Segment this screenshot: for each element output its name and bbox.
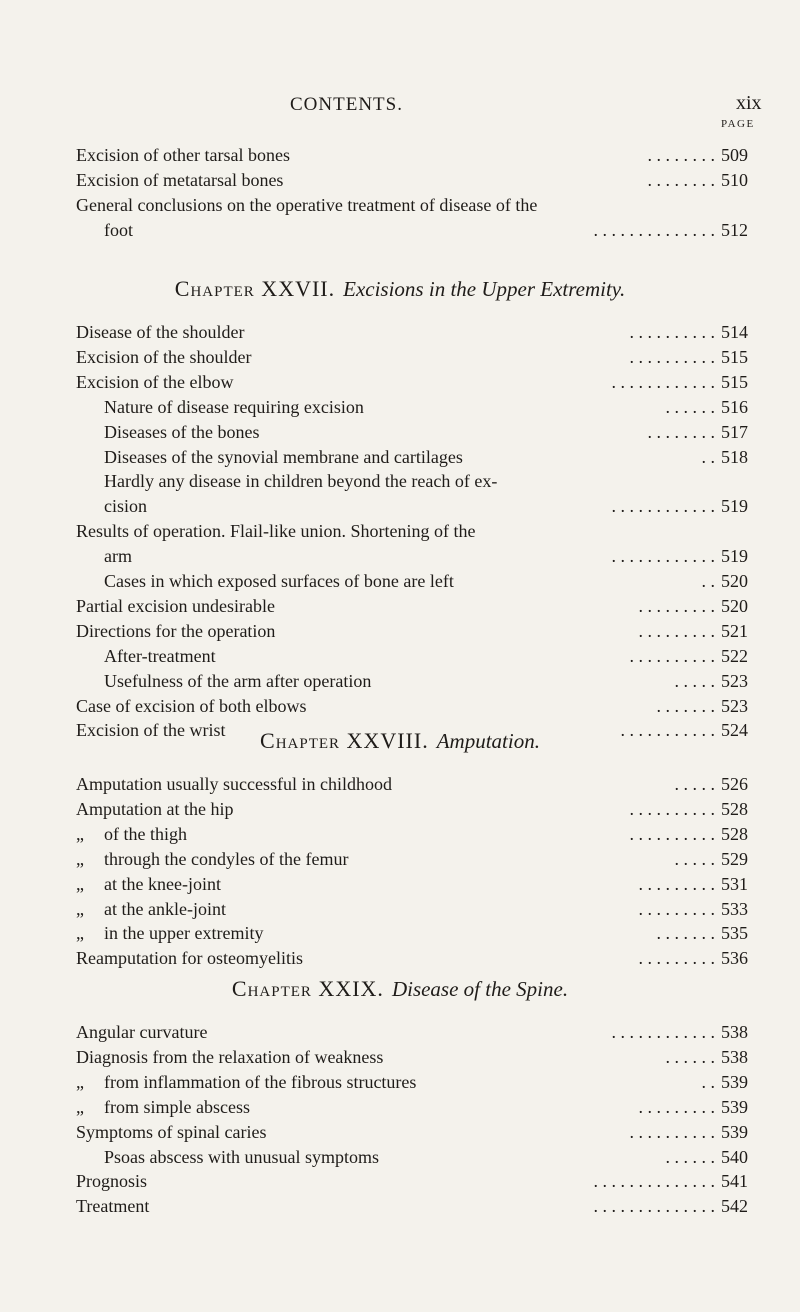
chapter-number: Chapter XXIX. bbox=[231, 976, 384, 1001]
dot-leader: . . . . . . bbox=[665, 1146, 715, 1167]
toc-entry-text: Psoas abscess with unusual symptoms bbox=[104, 1146, 380, 1167]
ditto-mark: „ bbox=[76, 823, 84, 844]
toc-page-number: 529 bbox=[721, 848, 748, 869]
toc-entry-text: Excision of other tarsal bones bbox=[76, 145, 290, 165]
toc-page-number: 522 bbox=[721, 645, 748, 666]
dot-leader: . . . . . . bbox=[665, 1046, 715, 1067]
chapter-title: Amputation. bbox=[436, 729, 540, 753]
toc-entry-text: Diagnosis from the relaxation of weakness bbox=[76, 1046, 384, 1067]
toc-entry-text: Partial excision undesirable bbox=[76, 595, 275, 616]
toc-page-number: 524 bbox=[721, 720, 748, 741]
toc-page-number: 521 bbox=[721, 620, 748, 641]
dot-leader: . . . . . . . . . . . . bbox=[611, 371, 715, 392]
toc-entry bbox=[104, 494, 715, 518]
dot-leader: . . . . . . . . . bbox=[638, 873, 715, 894]
toc-entry bbox=[76, 1095, 715, 1119]
toc-entry bbox=[104, 1145, 715, 1169]
dot-leader: . . . . . . . . . . . bbox=[620, 720, 715, 741]
toc-entry-text: cision bbox=[104, 496, 147, 517]
toc-page-number: 539 bbox=[721, 1071, 748, 1092]
toc-entry-text: Diseases of the bones bbox=[104, 421, 260, 442]
toc-entry bbox=[76, 594, 715, 618]
dot-leader: . . . . . . . bbox=[656, 695, 715, 716]
toc-entry bbox=[76, 345, 715, 369]
dot-leader: . . bbox=[701, 446, 715, 467]
toc-entry-text: Hardly any disease in children beyond the reach of ex- bbox=[104, 471, 498, 492]
dot-leader: . . . . . . . . . . bbox=[629, 645, 715, 666]
toc-page-number: 541 bbox=[721, 1171, 748, 1192]
toc-entry-text: Excision of metatarsal bones bbox=[76, 169, 284, 190]
toc-page-number: 539 bbox=[721, 1096, 748, 1117]
toc-entry-text: Results of operation. Flail-like union. Shortening of the bbox=[76, 521, 476, 542]
toc-entry-text: „ through the condyles of the femur bbox=[76, 848, 349, 869]
dot-leader: . . . . . . . . bbox=[647, 145, 715, 165]
toc-entry bbox=[76, 897, 715, 921]
toc-page-number: 510 bbox=[721, 169, 748, 190]
toc-entry bbox=[76, 370, 715, 394]
dot-leader: . . . . . . . . . . bbox=[629, 346, 715, 367]
toc-page-number: 517 bbox=[721, 421, 748, 442]
dot-leader: . . . . . bbox=[674, 670, 715, 691]
toc-page-number: 515 bbox=[721, 371, 748, 392]
toc-entry bbox=[76, 694, 715, 718]
toc-page-number: 523 bbox=[721, 670, 748, 691]
toc-page-number: 512 bbox=[721, 219, 748, 240]
toc-entry-text: „ from simple abscess bbox=[76, 1096, 250, 1117]
toc-entry-text: „ from inflammation of the fibrous structures bbox=[76, 1071, 417, 1092]
dot-leader: . . . . . . . . . . bbox=[629, 322, 715, 342]
dot-leader: . . . . . . . . . . . . . . bbox=[593, 1171, 715, 1192]
toc-entry-text: „ at the knee-joint bbox=[76, 873, 221, 894]
toc-entry bbox=[76, 872, 715, 896]
toc-entry bbox=[76, 143, 715, 167]
chapter-heading bbox=[0, 976, 800, 1002]
ditto-mark: „ bbox=[76, 848, 84, 869]
toc-entry-text: arm bbox=[104, 546, 132, 567]
dot-leader: . . . . . . . . . bbox=[638, 620, 715, 641]
toc-page-number: 528 bbox=[721, 823, 748, 844]
toc-page-number: 514 bbox=[721, 322, 748, 342]
toc-entry bbox=[104, 569, 715, 593]
toc-page-number: 516 bbox=[721, 396, 748, 417]
toc-entry-text: Amputation usually successful in childhood bbox=[76, 774, 392, 794]
toc-entry bbox=[76, 1169, 715, 1193]
toc-entry-text: After-treatment bbox=[104, 645, 216, 666]
toc-entry-text: General conclusions on the operative treatment of disease of the bbox=[76, 194, 538, 215]
toc-page-number: 518 bbox=[721, 446, 748, 467]
toc-entry-text: „ at the ankle-joint bbox=[76, 898, 226, 919]
toc-entry bbox=[76, 193, 715, 217]
toc-page-number: 526 bbox=[721, 774, 748, 794]
chapter-heading bbox=[0, 728, 800, 754]
toc-entry-text: Angular curvature bbox=[76, 1022, 208, 1042]
dot-leader: . . . . . . . . . . . . . . bbox=[593, 1196, 715, 1217]
toc-entry bbox=[76, 320, 715, 344]
toc-entry-text: Directions for the operation bbox=[76, 620, 276, 641]
toc-entry-text: Usefulness of the arm after operation bbox=[104, 670, 372, 691]
toc-entry-text: Nature of disease requiring excision bbox=[104, 396, 364, 417]
toc-entry bbox=[104, 420, 715, 444]
toc-entry bbox=[76, 1070, 715, 1094]
toc-page-number: 542 bbox=[721, 1196, 748, 1217]
ditto-mark: „ bbox=[76, 898, 84, 919]
toc-page-number: 535 bbox=[721, 923, 748, 944]
dot-leader: . . bbox=[701, 1071, 715, 1092]
ditto-mark: „ bbox=[76, 1071, 84, 1092]
dot-leader: . . . . . . bbox=[665, 396, 715, 417]
toc-entry-text: Disease of the shoulder bbox=[76, 322, 245, 342]
toc-entry-text: „ in the upper extremity bbox=[76, 923, 264, 944]
running-head: CONTENTS. bbox=[290, 94, 403, 115]
toc-entry-text: „ of the thigh bbox=[76, 823, 187, 844]
toc-entry-text: Excision of the shoulder bbox=[76, 346, 252, 367]
toc-entry bbox=[104, 669, 715, 693]
chapter-title: Excisions in the Upper Extremity. bbox=[343, 277, 626, 301]
toc-page-number: 523 bbox=[721, 695, 748, 716]
toc-entry-text: Excision of the elbow bbox=[76, 371, 234, 392]
toc-entry-text: Case of excision of both elbows bbox=[76, 695, 307, 716]
toc-page-number: 536 bbox=[721, 948, 748, 969]
dot-leader: . . . . . . . . . . bbox=[629, 798, 715, 819]
toc-entry bbox=[104, 218, 715, 242]
toc-entry bbox=[76, 168, 715, 192]
toc-entry bbox=[76, 797, 715, 821]
toc-page-number: 515 bbox=[721, 346, 748, 367]
folio: xix bbox=[736, 92, 762, 114]
toc-entry bbox=[104, 544, 715, 568]
toc-entry-text: foot bbox=[104, 219, 133, 240]
toc-entry-text: Prognosis bbox=[76, 1171, 148, 1192]
toc-page-number: 520 bbox=[721, 571, 748, 591]
toc-page-number: 539 bbox=[721, 1121, 748, 1142]
dot-leader: . . . . . . . . . . . . . . bbox=[593, 219, 715, 240]
toc-entry-text: Excision of the wrist bbox=[76, 720, 226, 741]
toc-entry bbox=[104, 395, 715, 419]
dot-leader: . . bbox=[701, 571, 715, 591]
toc-entry bbox=[104, 644, 715, 668]
toc-page-number: 509 bbox=[721, 145, 748, 165]
chapter-heading bbox=[0, 276, 800, 302]
ditto-mark: „ bbox=[76, 873, 84, 894]
toc-page-number: 533 bbox=[721, 898, 748, 919]
toc-page-number: 531 bbox=[721, 873, 748, 894]
toc-page-number: 538 bbox=[721, 1046, 748, 1067]
toc-entry bbox=[104, 469, 715, 493]
toc-entry bbox=[76, 1194, 715, 1218]
dot-leader: . . . . . . . . . bbox=[638, 595, 715, 616]
dot-leader: . . . . . . . . . . bbox=[629, 823, 715, 844]
toc-entry-text: Treatment bbox=[76, 1196, 150, 1217]
dot-leader: . . . . . . . . . bbox=[638, 948, 715, 969]
ditto-mark: „ bbox=[76, 923, 84, 944]
toc-entry bbox=[76, 822, 715, 846]
toc-entry bbox=[76, 1020, 715, 1044]
dot-leader: . . . . . . . . . . . . bbox=[611, 1022, 715, 1042]
toc-entry-text: Reamputation for osteomyelitis bbox=[76, 948, 303, 969]
dot-leader: . . . . . . . . . . bbox=[629, 1121, 715, 1142]
toc-entry-text: Amputation at the hip bbox=[76, 798, 234, 819]
toc-entry bbox=[76, 619, 715, 643]
toc-page-number: 538 bbox=[721, 1022, 748, 1042]
dot-leader: . . . . . . . bbox=[656, 923, 715, 944]
dot-leader: . . . . . . . . bbox=[647, 421, 715, 442]
dot-leader: . . . . . . . . . . . . bbox=[611, 496, 715, 517]
dot-leader: . . . . . bbox=[674, 774, 715, 794]
toc-page-number: 528 bbox=[721, 798, 748, 819]
toc-entry-text: Diseases of the synovial membrane and cartilages bbox=[104, 446, 463, 467]
toc-entry bbox=[76, 519, 715, 543]
dot-leader: . . . . . bbox=[674, 848, 715, 869]
toc-entry bbox=[76, 847, 715, 871]
dot-leader: . . . . . . . . bbox=[647, 169, 715, 190]
toc-page-number: 519 bbox=[721, 496, 748, 517]
dot-leader: . . . . . . . . . bbox=[638, 898, 715, 919]
toc-page-number: 519 bbox=[721, 546, 748, 567]
toc-entry bbox=[76, 946, 715, 970]
page-column-label: PAGE bbox=[721, 118, 755, 130]
toc-entry bbox=[76, 921, 715, 945]
chapter-number: Chapter XXVIII. bbox=[260, 728, 429, 753]
toc-entry bbox=[76, 1120, 715, 1144]
toc-entry bbox=[104, 445, 715, 469]
chapter-title: Disease of the Spine. bbox=[391, 977, 569, 1001]
dot-leader: . . . . . . . . . bbox=[638, 1096, 715, 1117]
ditto-mark: „ bbox=[76, 1096, 84, 1117]
toc-entry bbox=[76, 1045, 715, 1069]
toc-entry-text: Symptoms of spinal caries bbox=[76, 1121, 267, 1142]
toc-entry-text: Cases in which exposed surfaces of bone are left bbox=[104, 571, 454, 591]
toc-entry bbox=[76, 772, 715, 796]
toc-page-number: 520 bbox=[721, 595, 748, 616]
toc-page-number: 540 bbox=[721, 1146, 748, 1167]
chapter-number: Chapter XXVII. bbox=[174, 276, 336, 301]
dot-leader: . . . . . . . . . . . . bbox=[611, 546, 715, 567]
